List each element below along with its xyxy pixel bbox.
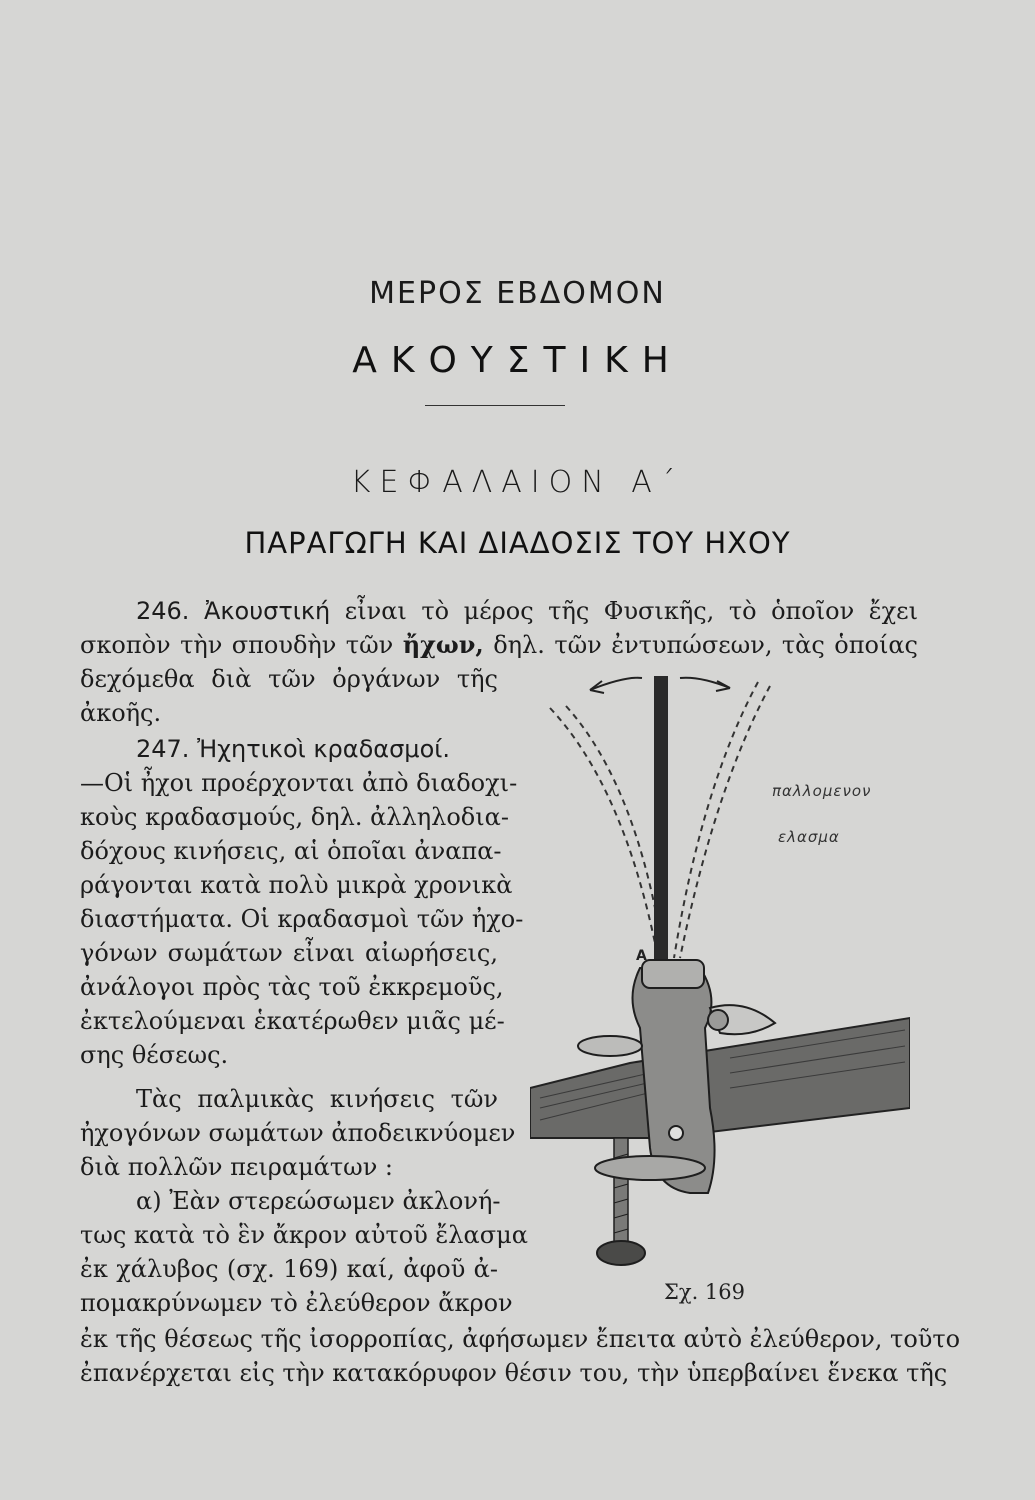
text-line: ἠχογόνων σωμάτων ἀποδεικνύομεν: [80, 1119, 516, 1147]
handwritten-note-1: παλλομενον: [772, 782, 872, 800]
text-line: σης θέσεως.: [80, 1041, 229, 1069]
text-line: ἀνάλογοι πρὸς τὰς τοῦ ἐκκρεμοῦς,: [80, 973, 504, 1001]
chapter-title: ΚΕΦΑΛΑΙΟΝ Α΄: [350, 465, 685, 500]
text-line: διαστήματα. Οἱ κραδασμοὶ τῶν ἠχο-: [80, 905, 524, 933]
blade-right-outline: [680, 686, 770, 958]
text-line: ἐκ χάλυβος (σχ. 169) καί, ἀφοῦ ἀ-: [80, 1255, 498, 1283]
chapter-subtitle: ΠΑΡΑΓΩΓΗ ΚΑΙ ΔΙΑΔΟΣΙΣ ΤΟΥ ΗΧΟΥ: [244, 526, 791, 560]
text-line: δόχους κινήσεις, αἱ ὁποῖαι ἀναπα-: [80, 837, 502, 865]
wing-nut-hub: [708, 1010, 728, 1030]
figure-vibrating-blade: [530, 668, 910, 1308]
paragraph-246-line-1: [80, 594, 918, 628]
table-edge: [530, 1018, 910, 1138]
term-akoustiki: Ἀκουστική: [203, 597, 331, 625]
blade-left-outline: [550, 708, 658, 958]
blade-left-outline-2: [566, 706, 664, 958]
clamp-hole: [669, 1126, 683, 1140]
paragraph-number: 247.: [136, 735, 190, 763]
paragraph-247-heading: [80, 732, 450, 766]
text-line: γόνων σωμάτων εἶναι αἰωρήσεις,: [80, 939, 498, 967]
text-span: εἶναι τὸ μέρος τῆς Φυσικῆς, τὸ ὁποῖον ἔχει: [344, 597, 918, 625]
section-title: ΑΚΟΥΣΤΙΚΗ: [352, 340, 683, 381]
paragraph-246-line-4: ἀκοῆς.: [80, 699, 162, 727]
steel-blade: [654, 676, 668, 966]
text-line: κοὺς κραδασμούς, δηλ. ἀλληλοδια-: [80, 803, 509, 831]
handwritten-note-2: ελασμα: [778, 828, 840, 846]
paragraph-246-line-3: δεχόμεθα διὰ τῶν ὀργάνων τῆς: [80, 665, 498, 693]
text-line: πομακρύνωμεν τὸ ἐλεύθερον ἄκρον: [80, 1289, 513, 1317]
paragraph-title: Ἠχητικοὶ κραδασμοί.: [197, 735, 451, 763]
screw-pad: [595, 1156, 705, 1180]
divider: [425, 405, 565, 406]
bold-term: ἤχων,: [402, 630, 484, 659]
text-line: τως κατὰ τὸ ἓν ἄκρον αὐτοῦ ἔλασμα: [80, 1221, 528, 1249]
figure-label-a: A: [636, 948, 647, 964]
text-line: Τὰς παλμικὰς κινήσεις τῶν: [136, 1085, 498, 1113]
text-line: ἐκ τῆς θέσεως τῆς ἰσορροπίας, ἀφήσωμεν ἔπειτα αὐτὸ ἐλεύθερον, τοῦτο: [80, 1325, 961, 1353]
paragraph-number: 246.: [136, 597, 190, 625]
text-line: —Οἱ ἦχοι προέρχονται ἀπὸ διαδοχι-: [80, 769, 518, 797]
figure-caption: Σχ. 169: [664, 1280, 746, 1304]
text-line: ράγονται κατὰ πολὺ μικρὰ χρονικὰ: [80, 871, 513, 899]
part-title: ΜΕΡΟΣ ΕΒΔΟΜΟΝ: [369, 276, 666, 311]
clamp-disc: [578, 1036, 642, 1056]
text-span: σκοπὸν τὴν σπουδὴν τῶν: [80, 631, 394, 659]
text-line: διὰ πολλῶν πειραμάτων :: [80, 1153, 394, 1181]
screw-handle: [597, 1241, 645, 1265]
text-line: ἐπανέρχεται εἰς τὴν κατακόρυφον θέσιν του, τὴν ὑπερβαίνει ἕνεκα τῆς: [80, 1359, 948, 1387]
text-line: ἐκτελούμεναι ἑκατέρωθεν μιᾶς μέ-: [80, 1007, 505, 1035]
paragraph-246-line-2: [80, 628, 918, 662]
text-span: δηλ. τῶν ἐντυπώσεων, τὰς ὁποίας: [493, 631, 918, 659]
text-line: α) Ἐὰν στερεώσωμεν ἀκλονή-: [136, 1187, 501, 1215]
clamp-jaw: [642, 960, 704, 988]
